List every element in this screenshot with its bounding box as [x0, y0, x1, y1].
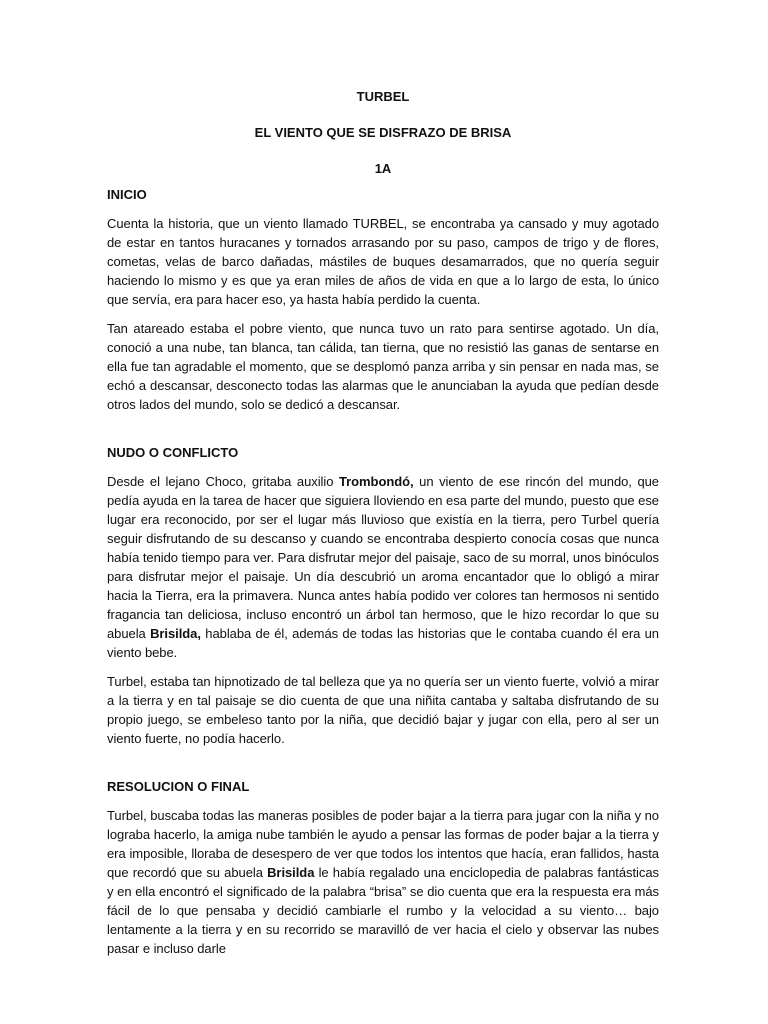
bold-name-brisilda: Brisilda,	[150, 626, 201, 641]
paragraph-text: un viento de ese rincón del mundo, que pedía ayuda en la tarea de hacer que siguiera lloviendo en esa parte del mundo, puesto que ese lugar era reconocido, por ser el lugar más lluvioso que existía en la tierra, pero Turbel quería seguir disfrutando de su descanso y cuando se encontraba despierto conocía cosas que nunca había tenido tiempo para ver. Para disfrutar mejor del paisaje, saco de su morral, unos binóculos para disfrutar mejor el paisaje. Un día descubrió un aroma encantador que lo obligó a mirar hacia la Tierra, era la primavera. Nunca antes había podido ver colores tan hermosos ni sentido fragancia tan deliciosa, incluso encontró un árbol tan hermoso, que le hizo recordar lo que su abuela	[107, 474, 659, 641]
paragraph-nudo-2: Turbel, estaba tan hipnotizado de tal belleza que ya no quería ser un viento fuerte, volvió a mirar a la tierra y en tal paisaje se dio cuenta de que una niñita cantaba y saltaba disfrutando de su propio juego, se embeleso tanto por la niña, que decidió bajar y jugar con ella, pero al ser un viento fuerte, no podía hacerlo.	[107, 674, 659, 746]
section-heading-inicio: INICIO	[107, 187, 147, 202]
paragraph-text: Turbel, buscaba todas las maneras posibles de poder bajar a la tierra para jugar con la niña y no lograba hacerlo, la amiga nube también le ayudo a pensar las formas de poder bajar a la tierra y era imposible, lloraba de desespero de ver que todos los intentos que hacía, eran fallidos, hasta que recordó que su abuela	[107, 808, 659, 880]
document-page	[107, 88, 659, 968]
paragraph-inicio-1: Cuenta la historia, que un viento llamado TURBEL, se encontraba ya cansado y muy agotado de estar en tantos huracanes y tornados arrasando por su paso, campos de trigo y de flores, cometas, velas de barco dañadas, mástiles de buques desamarrados, que no quería seguir haciendo lo mismo y es que ya eran miles de años de vida en que a lo largo de esta, lo único que servía, era para hacer eso, ya hasta había perdido la cuenta.	[107, 216, 659, 307]
document-title: TURBEL	[356, 89, 410, 104]
section-spacer	[107, 758, 659, 778]
paragraph-text: le había regalado una enciclopedia de palabras fantásticas y en ella encontró el significado de la palabra “brisa” se dio cuenta que era la respuesta era más fácil de lo que pensaba y decidió cambiarle el rumbo y la velocidad a su viento… bajo lentamente a la tierra y en su recorrido se maravilló de ver hacia el cielo y observar las nubes pasar e incluso darle	[107, 865, 659, 956]
paragraph-inicio-2: Tan atareado estaba el pobre viento, que nunca tuvo un rato para sentirse agotado. Un día, conoció a una nube, tan blanca, tan cálida, tan tierna, que no resistió las ganas de sentarse en ella fue tan agradable el momento, que se desplomó panza arriba y sin pensar en nada mas, se echó a descansar, desconecto todas las alarmas que le anunciaban la ayuda que pedían desde otros lados del mundo, solo se dedicó a descansar.	[107, 321, 659, 412]
paragraph-nudo-1	[107, 472, 659, 662]
document-part: 1A	[374, 161, 392, 176]
paragraph-resolucion-1	[107, 806, 659, 958]
bold-name-brisilda: Brisilda	[267, 865, 315, 880]
section-heading-resolucion: RESOLUCION O FINAL	[107, 779, 250, 794]
document-subtitle: EL VIENTO QUE SE DISFRAZO DE BRISA	[254, 125, 512, 140]
bold-name-trombondo: Trombondó,	[338, 474, 414, 489]
section-spacer	[107, 424, 659, 444]
paragraph-text: hablaba de él, además de todas las historias que le contaba cuando él era un viento bebe.	[107, 626, 659, 660]
paragraph-text: Desde el lejano Choco, gritaba auxilio	[107, 474, 339, 489]
section-heading-nudo: NUDO O CONFLICTO	[107, 445, 239, 460]
